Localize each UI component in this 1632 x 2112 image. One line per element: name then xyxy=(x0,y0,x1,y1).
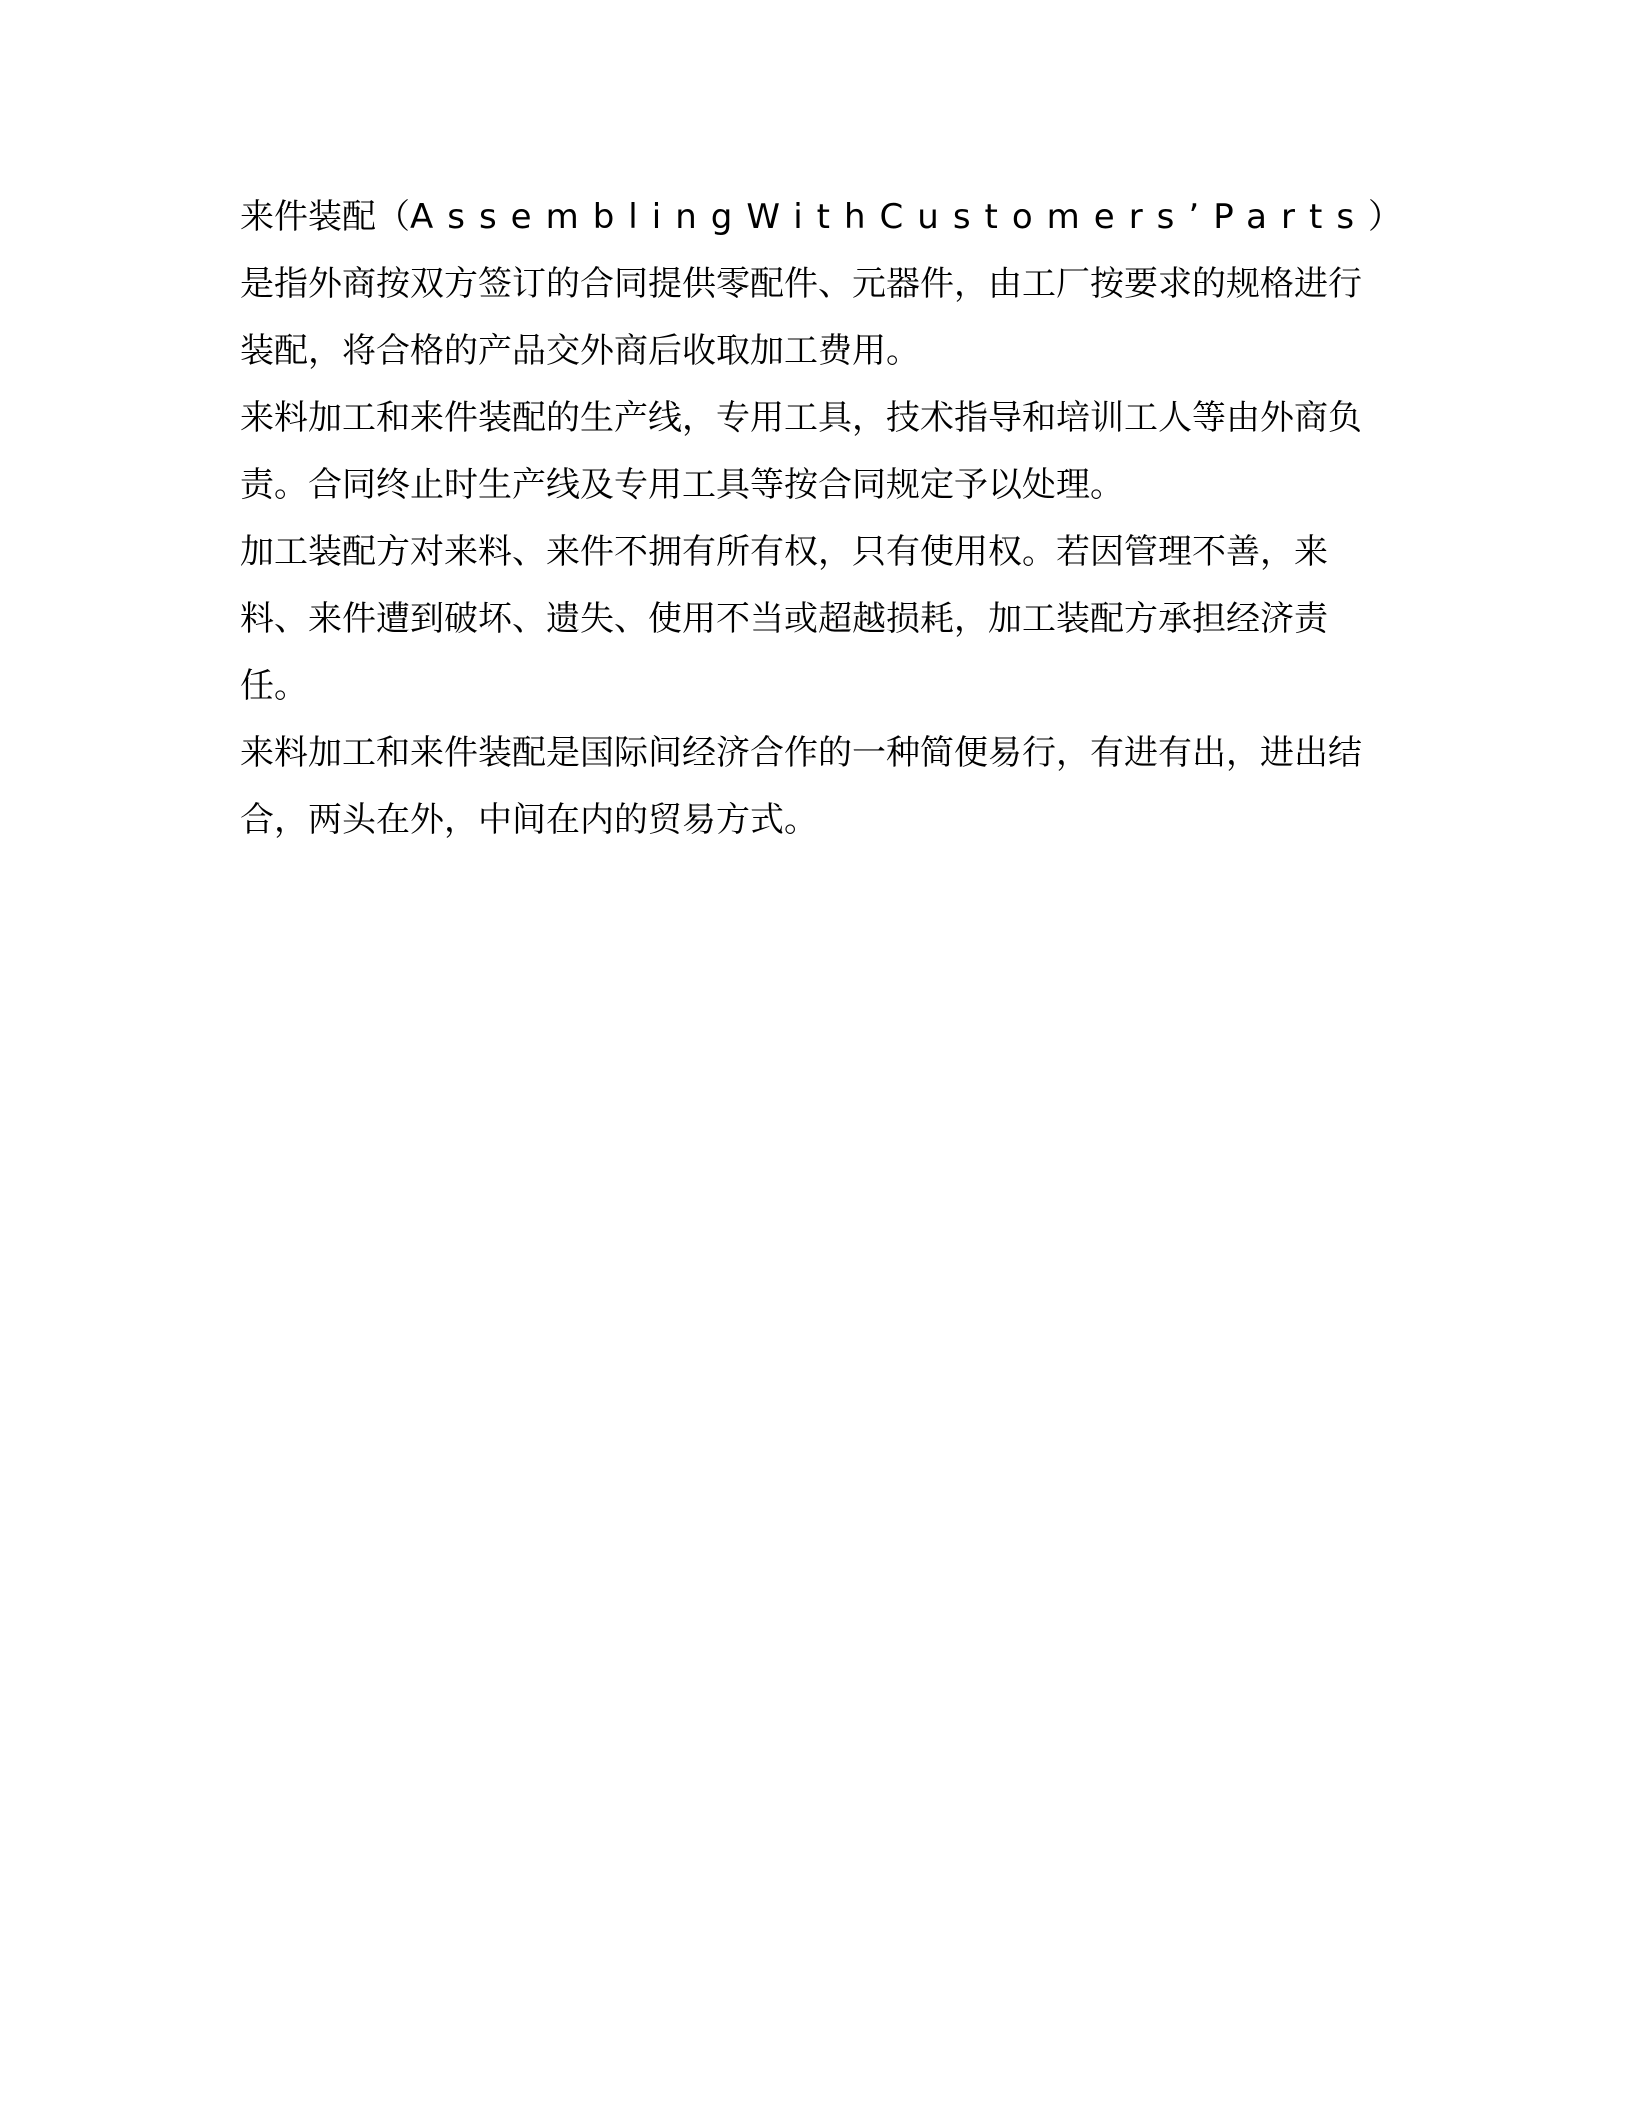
paragraph-production-line: 来料加工和来件装配的生产线，专用工具，技术指导和培训工人等由外商负责。合同终止时生产线及专用工具等按合同规定予以处理。 xyxy=(240,398,1362,505)
paragraph-trade-mode: 来料加工和来件装配是国际间经济合作的一种简便易行，有进有出，进出结合，两头在外，中间在内的贸易方式。 xyxy=(240,733,1362,840)
document-body xyxy=(240,184,1392,854)
paragraph-assembling-definition xyxy=(240,184,1392,385)
paragraph-1-lead: 来件装配（ xyxy=(240,197,410,237)
english-term: AssemblingWithCustomers’Parts xyxy=(410,197,1369,237)
paragraph-ownership: 加工装配方对来料、来件不拥有所有权，只有使用权。若因管理不善，来料、来件遭到破坏、遗失、使用不当或超越损耗，加工装配方承担经济责任。 xyxy=(240,532,1328,706)
paragraph-1-rest: ）是指外商按双方签订的合同提供零配件、元器件，由工厂按要求的规格进行装配，将合格的产品交外商后收取加工费用。 xyxy=(240,197,1386,371)
